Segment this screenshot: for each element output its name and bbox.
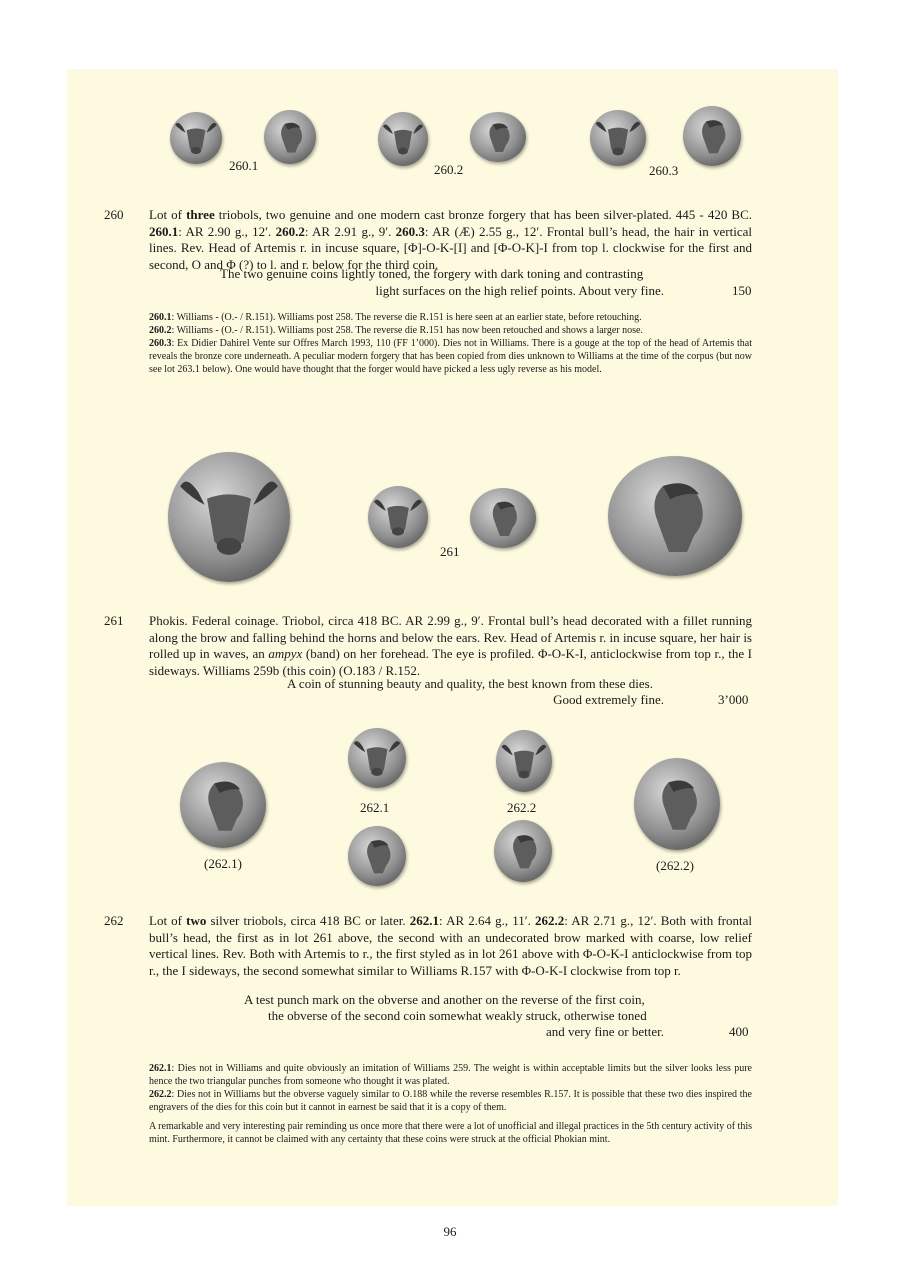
lot-number: 261 [104,613,124,628]
caption-260-1: 260.1 [229,158,259,173]
lot-number: 260 [104,207,124,222]
bull-head-coin-icon [378,112,428,166]
caption-262-1-enlarged: (262.1) [204,856,242,871]
lot-description: Lot of two silver triobols, circa 418 BC or later. 262.1: AR 2.64 g., 11′. 262.2: AR 2.71 g., 12′. Both with frontal bull’s head, the first as in lot 261 above, the second with an undecorated brow marked with coarse, low relief vertical lines. Rev. Both with Artemis to r., the first styled as in lot 261 above with Φ-O-K-I anticlockwise from top r., the I sideways, the second somewhat similar to Williams R.157 with Φ-O-K-I clockwise from top r. [149,913,753,978]
artemis-head-coin-icon [180,762,266,848]
artemis-head-coin-icon [470,488,536,548]
page-number: 96 [443,1224,457,1239]
estimate-price: 3’000 [718,692,749,707]
artemis-head-coin-icon [634,758,720,850]
condition-line: A test punch mark on the obverse and another on the reverse of the first coin, [244,992,645,1007]
caption-262-1: 262.1 [360,800,390,815]
bull-head-coin-icon [168,452,290,582]
lot-note: 262.1: Dies not in Williams and quite obviously an imitation of Williams 259. The weight is within acceptable limits but the silver looks less pure hence the two triangular punches from someone who thought it was plated. 262.2: Dies not in Williams but the obverse vaguely similar to O.188 while the reverse resembles R.157. It is possible that these two dies inspired the engravers of the dies for this coin but it cannot in earnest be said that it is a copy of them. A remarkable and very interesting pair reminding us once more that there were a lot of unofficial and illegal practices in the 5th century activity of this mint. Furthermore, it cannot be claimed with any certainty that these coins were struck at the official Phokian mint. [149,1063,752,1145]
bull-head-coin-icon [496,730,552,792]
caption-262-2: 262.2 [507,800,537,815]
caption-262-2-enlarged: (262.2) [656,858,694,873]
estimate-price: 150 [732,283,752,298]
artemis-head-coin-icon [470,112,526,162]
artemis-head-coin-icon [348,826,406,886]
bull-head-coin-icon [170,112,222,164]
artemis-head-coin-icon [264,110,316,164]
lot-description: Lot of three triobols, two genuine and one modern cast bronze forgery that has been silver-plated. 445 - 420 BC. 260.1: AR 2.90 g., 12′. 260.2: AR 2.91 g., 9′. 260.3: AR (Æ) 2.55 g., 12′. Frontal bull’s head, the hair in vertical lines. Rev. Head of Artemis r. in incuse square, [Φ]-O-K-[I] and [Φ-O-K]-I from top l. clockwise for the first and second, O and Φ (?) to l. and r. below for the third coin. [149,207,752,272]
estimate-price: 400 [729,1024,749,1039]
lot-note: 260.1: Williams - (O.- / R.151). Williams post 258. The reverse die R.151 is here seen at an earlier state, before retouching. 260.2: Williams - (O.- / R.151). Williams post 258. The reverse die R.151 has now been retouched and shows a larger nose. 260.3: Ex Didier Dahirel Vente sur Offres March 1993, 110 (FF 1’000). Dies not in Williams. There is a gouge at the top of the head of Artemis that reveals the bronze core underneath. A peculiar modern forgery that has been copied from dies unknown to Williams at the time of the corpus (but now see lot 263.1 below). One would have thought that the forger would have picked a less ugly reverse as his model. [149,312,752,375]
lot-number: 262 [104,913,124,928]
condition-line: light surfaces on the high relief points. About very fine. [375,283,664,298]
artemis-head-coin-icon [494,820,552,882]
artemis-head-coin-icon [683,106,741,166]
lot-description: Phokis. Federal coinage. Triobol, circa 418 BC. AR 2.99 g., 9′. Frontal bull’s head decorated with a fillet running along the brow and falling behind the horns and below the ears. Rev. Head of Artemis r. in incuse square, her hair is rolled up in waves, an ampyx (band) on her forehead. The eye is profiled. Φ-O-K-I, anticlockwise from top r., the I sideways. Williams 259b (this coin) (O.183 / R.152. [149,613,752,678]
bull-head-coin-icon [590,110,646,166]
bull-head-coin-icon [368,486,428,548]
artemis-head-coin-icon [608,456,742,576]
caption-260-3: 260.3 [649,163,679,178]
bull-head-coin-icon [348,728,406,788]
condition-line: A coin of stunning beauty and quality, the best known from these dies. [287,676,653,691]
condition-line: The two genuine coins lightly toned, the forgery with dark toning and contrasting [220,266,644,281]
caption-261: 261 [440,544,460,559]
condition-line: the obverse of the second coin somewhat weakly struck, otherwise toned [268,1008,647,1023]
condition-line: and very fine or better. [545,1024,664,1039]
caption-260-2: 260.2 [434,162,464,177]
condition-line: Good extremely fine. [553,692,664,707]
